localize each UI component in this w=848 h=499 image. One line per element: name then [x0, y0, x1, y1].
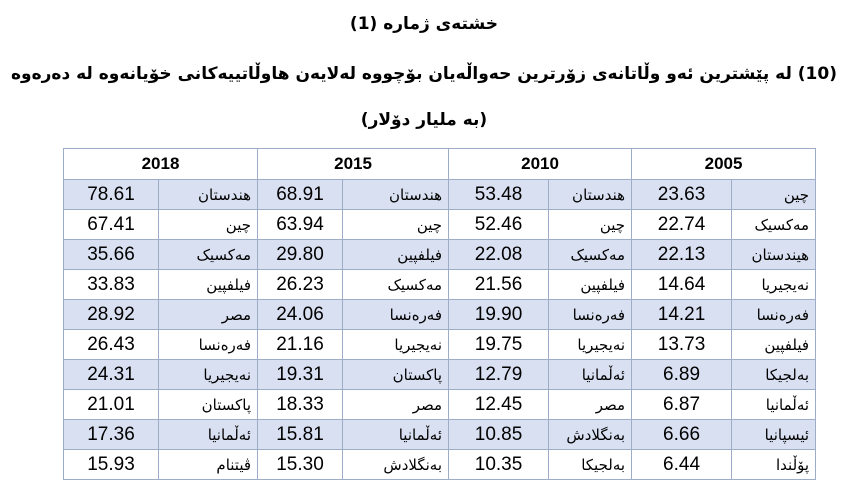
remittance-value: 19.75: [449, 330, 549, 360]
country-name: فەرەنسا: [732, 300, 816, 330]
country-name: فەرەنسا: [159, 330, 258, 360]
remittance-value: 23.63: [632, 180, 732, 210]
country-name: مەکسیک: [732, 210, 816, 240]
remittance-value: 19.31: [258, 360, 343, 390]
country-name: پاکستان: [343, 360, 449, 390]
remittance-value: 22.74: [632, 210, 732, 240]
country-name: مصر: [549, 390, 632, 420]
country-name: پاکستان: [159, 390, 258, 420]
country-name: فیلفپین: [732, 330, 816, 360]
remittance-value: 14.64: [632, 270, 732, 300]
remittance-value: 52.46: [449, 210, 549, 240]
country-name: مەکسیک: [343, 270, 449, 300]
remittance-value: 28.92: [64, 300, 159, 330]
remittance-value: 21.01: [64, 390, 159, 420]
country-name: هندستان: [343, 180, 449, 210]
table-caption-number: خشتەی ژمارە (1): [349, 14, 499, 34]
table-row: [64, 270, 816, 300]
country-name: چین: [343, 210, 449, 240]
country-name: نەیجیریا: [732, 270, 816, 300]
remittance-value: 21.16: [258, 330, 343, 360]
country-name: نەیجیریا: [343, 330, 449, 360]
table-row: [64, 450, 816, 480]
remittance-value: 6.89: [632, 360, 732, 390]
remittance-value: 63.94: [258, 210, 343, 240]
table-row: [64, 390, 816, 420]
remittance-value: 53.48: [449, 180, 549, 210]
remittance-value: 26.23: [258, 270, 343, 300]
remittance-value: 29.80: [258, 240, 343, 270]
remittance-value: 24.31: [64, 360, 159, 390]
table-row: [64, 180, 816, 210]
country-name: ئەڵمانیا: [159, 420, 258, 450]
remittance-value: 6.66: [632, 420, 732, 450]
table-row: [64, 360, 816, 390]
remittance-value: 33.83: [64, 270, 159, 300]
year-header: 2015: [258, 149, 449, 180]
remittance-value: 19.90: [449, 300, 549, 330]
country-name: چین: [732, 180, 816, 210]
country-name: مەکسیک: [549, 240, 632, 270]
table-row: [64, 210, 816, 240]
remittance-value: 68.91: [258, 180, 343, 210]
remittance-value: 22.08: [449, 240, 549, 270]
table-row: [64, 300, 816, 330]
country-name: پۆڵندا: [732, 450, 816, 480]
table-row: [64, 420, 816, 450]
table-row: [64, 240, 816, 270]
remittance-value: 67.41: [64, 210, 159, 240]
country-name: ڤیتنام: [159, 450, 258, 480]
country-name: ئیسپانیا: [732, 420, 816, 450]
country-name: فیلفپین: [159, 270, 258, 300]
country-name: هندستان: [159, 180, 258, 210]
country-name: ئەڵمانیا: [343, 420, 449, 450]
remittance-value: 17.36: [64, 420, 159, 450]
remittance-value: 18.33: [258, 390, 343, 420]
remittance-value: 15.81: [258, 420, 343, 450]
remittance-value: 12.79: [449, 360, 549, 390]
country-name: فیلفپین: [549, 270, 632, 300]
remittance-value: 12.45: [449, 390, 549, 420]
country-name: فیلفپین: [343, 240, 449, 270]
country-name: نەیجیریا: [549, 330, 632, 360]
country-name: مصر: [159, 300, 258, 330]
remittance-value: 22.13: [632, 240, 732, 270]
year-header: 2005: [632, 149, 816, 180]
remittance-value: 6.44: [632, 450, 732, 480]
year-header: 2010: [449, 149, 632, 180]
country-name: چین: [159, 210, 258, 240]
remittance-table: [63, 148, 816, 480]
remittance-value: 10.35: [449, 450, 549, 480]
remittance-value: 35.66: [64, 240, 159, 270]
country-name: بەنگلادش: [549, 420, 632, 450]
remittance-value: 15.93: [64, 450, 159, 480]
remittance-value: 26.43: [64, 330, 159, 360]
remittance-value: 6.87: [632, 390, 732, 420]
country-name: نەیجیریا: [159, 360, 258, 390]
country-name: هیندستان: [732, 240, 816, 270]
country-name: بەلجیکا: [549, 450, 632, 480]
table-caption-unit: (بە ملیار دۆلار): [360, 110, 488, 130]
country-name: بەنگلادش: [343, 450, 449, 480]
country-name: فەرەنسا: [343, 300, 449, 330]
country-name: ئەڵمانیا: [732, 390, 816, 420]
country-name: فەرەنسا: [549, 300, 632, 330]
remittance-value: 15.30: [258, 450, 343, 480]
country-name: چین: [549, 210, 632, 240]
remittance-value: 24.06: [258, 300, 343, 330]
country-name: بەلجیکا: [732, 360, 816, 390]
remittance-value: 78.61: [64, 180, 159, 210]
table-row: [64, 330, 816, 360]
remittance-value: 10.85: [449, 420, 549, 450]
header-row: [64, 149, 816, 180]
remittance-value: 21.56: [449, 270, 549, 300]
table-caption-title: (10) لە پێشترین ئەو وڵاتانەی زۆرترین حەواڵەیان بۆچووە لەلایەن هاوڵاتییەکانی خۆیانەوە لە دەرەوە: [11, 64, 837, 84]
country-name: مەکسیک: [159, 240, 258, 270]
country-name: مصر: [343, 390, 449, 420]
remittance-value: 13.73: [632, 330, 732, 360]
remittance-value: 14.21: [632, 300, 732, 330]
year-header: 2018: [64, 149, 258, 180]
country-name: ئەڵمانیا: [549, 360, 632, 390]
country-name: هندستان: [549, 180, 632, 210]
